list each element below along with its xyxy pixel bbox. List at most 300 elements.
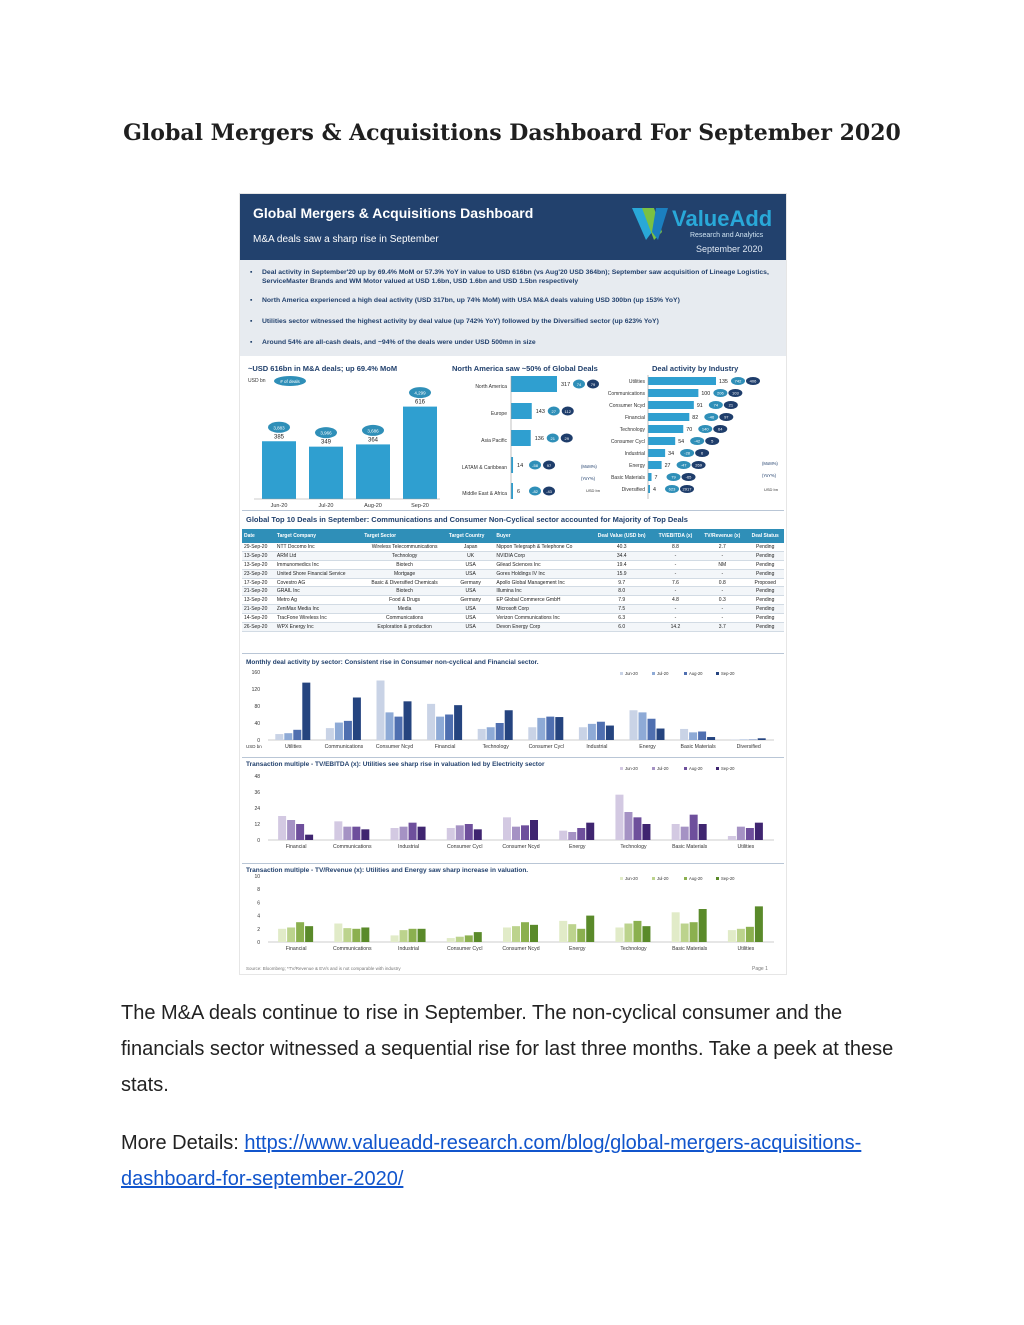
bar [445,715,453,741]
y-tick-label: 48 [254,774,260,780]
table-row [242,578,784,587]
bar [633,817,641,840]
table-row [242,560,784,569]
legend-label: Sep-20 [721,876,735,881]
bar [400,930,408,942]
legend-swatch [684,767,687,770]
bar [579,727,587,740]
table-row [242,605,784,614]
legend-label: Jun-20 [625,876,638,881]
bar [698,732,706,741]
x-tick-label: Utilities [737,946,755,952]
bar [737,827,745,840]
bar [577,929,585,942]
region-label: Middle East & Africa [462,491,507,497]
table-cell: Wireless Telecommunications [362,543,447,551]
table-cell: Technology [362,551,447,560]
unit-label: USD bn [246,744,262,749]
legend-swatch [652,877,655,880]
data-label: 364 [367,437,379,444]
table-cell: Metro Ag [275,596,362,605]
table-cell: - [653,560,698,569]
table-cell: 14.2 [653,623,698,632]
table-cell: 40.3 [591,543,653,551]
data-label: 91 [696,403,703,409]
bar [699,909,707,942]
industry-label: Energy [629,463,645,469]
bar [511,376,557,392]
table-row [242,569,784,578]
bar [530,820,538,840]
table-cell: Biotech [362,587,447,596]
table-cell: 0.8 [698,578,746,587]
bar [302,683,310,740]
region-label: LATAM & Caribbean [461,465,507,471]
table-header-row [242,529,784,543]
tick-label: Jun-20 [270,503,288,508]
table-row [242,587,784,596]
bar [395,717,403,740]
legend-label: Sep-20 [721,671,735,676]
yoy-label: 406 [749,378,757,384]
legend-swatch [684,672,687,675]
table-cell: ZeniMax Media Inc [275,605,362,614]
table-cell: Communications [362,614,447,623]
table-cell: 7.6 [653,578,698,587]
bar [447,938,455,942]
x-tick-label: Diversified [736,744,761,750]
bar [436,717,444,740]
table-row [242,596,784,605]
legend-label: Aug-20 [689,766,703,771]
data-label: 616 [414,399,426,406]
bar [648,389,698,397]
bar [746,828,754,840]
mom-label: -42 [694,438,701,444]
y-tick-label: 0 [257,940,260,946]
industry-deal-chart [592,374,786,508]
x-tick-label: Basic Materials [680,744,716,750]
bar [615,927,623,942]
bar [546,717,554,740]
table-cell: Pending [746,560,784,569]
yoy-label: 103 [732,390,739,396]
legend-label: Aug-20 [689,876,703,881]
bar [361,829,369,840]
table-cell: 6.0 [591,623,653,632]
highlight-item: ▪ Around 54% are all-cash deals, and ~94% of the deals were under USD 500mn in size [250,338,780,347]
more-details [121,1125,901,1197]
table-row [242,614,784,623]
bar [728,930,736,942]
column-header: Date [242,529,275,543]
bar [648,377,716,385]
bar [559,831,567,840]
table-cell: Exploration & production [362,623,447,632]
bar [503,927,511,942]
svg-text:Research and Analytics: Research and Analytics [690,232,764,239]
table-cell: Microsoft Corp [494,605,590,614]
tick-label: Sep-20 [411,503,429,508]
bar [577,828,585,840]
bar [293,730,301,740]
bar [262,441,296,499]
table-cell: 3.7 [698,623,746,632]
yoy-label: 29 [564,435,569,441]
table-cell: 2.7 [698,543,746,551]
y-tick-label: 160 [251,670,260,676]
bar [555,717,563,740]
table-cell: USA [447,605,494,614]
industry-label: Industrial [624,451,645,457]
data-label: 143 [535,409,545,415]
column-header: Deal Status [746,529,784,543]
yoy-label: 79 [590,381,596,387]
table-cell: Japan [447,543,494,551]
table-cell: Pending [746,596,784,605]
table-cell: WPX Energy Inc [275,623,362,632]
column-header: Target Company [275,529,362,543]
column-header: Target Sector [362,529,447,543]
bar [335,723,343,740]
table-cell: Food & Drugs [362,596,447,605]
column-header: TV/EBITDA (x) [653,529,698,543]
bar [278,929,286,942]
industry-label: Communications [607,391,645,397]
data-label: 135 [719,379,728,385]
x-tick-label: Consumer Ncyd [502,844,540,850]
bar [456,825,464,840]
table-cell: 21-Sep-20 [242,587,275,596]
table-cell: Biotech [362,560,447,569]
data-label: 82 [692,415,699,421]
table-cell: - [653,587,698,596]
yoy-label: 112 [564,408,571,414]
tv-revenue-chart [242,864,784,964]
region-label: North America [475,384,507,390]
y-tick-label: 2 [257,926,260,933]
bar [386,712,394,740]
yoy-label: -43 [546,488,552,494]
table-row [242,543,784,551]
table-cell: Gilead Sciences Inc [494,560,590,569]
monthly-sector-chart [242,656,784,756]
industry-label: Consumer Ncyd [609,403,645,409]
dashboard-image [240,194,786,974]
yoy-label: 21 [728,402,734,408]
bar [511,403,532,419]
table-cell: 9.7 [591,578,653,587]
mom-label: 623 [668,486,676,492]
bar [672,824,680,840]
bar [465,935,473,942]
legend-swatch [620,672,623,675]
top10-heading: Global Top 10 Deals in September: Communications and Consumer Non-Cyclical sector accounted for Majority of Top Deals [246,515,688,524]
bar [633,921,641,942]
table-cell: - [653,614,698,623]
table-cell: Nippon Telegraph & Telephone Co [494,543,590,551]
bar [586,916,594,942]
region-label: Asia Pacific [481,438,507,444]
bar [648,485,650,493]
mom-label: 21 [550,435,555,441]
mom-label: 206 [717,390,724,396]
table-cell: Pending [746,551,784,560]
bar [343,928,351,942]
table-cell: NM [698,560,746,569]
column-header: Buyer [494,529,590,543]
table-cell: 17-Sep-20 [242,578,275,587]
table-cell: NVIDIA Corp [494,551,590,560]
table-cell: Basic & Diversified Chemicals [362,578,447,587]
x-tick-label: Consumer Cycl [447,946,483,952]
tick-label: Aug-20 [364,503,382,508]
bar [456,937,464,942]
x-tick-label: Industrial [586,744,608,750]
table-cell: Immunomedics Inc [275,560,362,569]
yoy-label: 6 [701,450,704,456]
deals-label: 4,299 [414,390,426,396]
x-tick-label: Technology [620,946,647,952]
x-tick-label: Industrial [398,946,420,952]
x-tick-label: Utilities [737,844,755,850]
table-cell: Pending [746,569,784,578]
industry-label: Technology [619,427,645,433]
legend-swatch [652,672,655,675]
article-link[interactable]: https://www.valueadd-research.com/blog/global-mergers-acquisitions-dashboard-for-september-2020/ [121,1132,862,1190]
bar [309,447,343,499]
bar [496,723,504,740]
deals-label: 3,966 [320,430,332,436]
y-tick-label: 24 [254,806,260,812]
yoy-label: 97 [546,462,552,468]
bar [474,829,482,840]
bar [343,827,351,840]
mom-label: 74 [576,381,582,387]
yoy-label: -65 [685,474,692,480]
bar [588,724,596,740]
data-label: 349 [320,439,332,446]
x-tick-label: Consumer Ncyd [502,946,540,952]
x-tick-label: Technology [620,844,647,850]
data-label: 34 [668,451,675,457]
bar [352,929,360,942]
table-cell: - [698,587,746,596]
industry-label: Utilities [628,379,645,385]
y-tick-label: 120 [251,687,260,693]
x-tick-label: Basic Materials [672,946,708,952]
highlight-item: ▪ Deal activity in September'20 up by 69.4% MoM or 57.3% YoY in value to USD 616bn (vs Aug'20 USD 364bn); September saw acquisition of Lineage Logistics, ServiceMaster Brands and WM Motor valued at USD 1.6bn, USD 1.6bn and USD 1.5bn respectively [250,268,780,286]
table-cell: Pending [746,614,784,623]
data-label: 385 [273,434,285,441]
page-number: Page 1 [752,966,768,972]
mom-label: -47 [680,462,687,468]
bar [334,821,342,840]
y-tick-label: 12 [254,822,260,828]
table-cell: Gores Holdings IV Inc [494,569,590,578]
bar [487,727,495,740]
x-tick-label: Basic Materials [672,844,708,850]
bar [511,457,513,473]
bar [474,932,482,942]
y-tick-label: 0 [257,738,260,744]
bar [699,824,707,840]
bar [689,732,697,740]
highlight-item: ▪ North America experienced a high deal activity (USD 317bn, up 74% MoM) with USA M&A deals valuing USD 300bn (up 153% YoY) [250,296,780,305]
bar [648,473,652,481]
key-highlights [240,260,786,356]
bar [296,922,304,942]
bar [361,927,369,942]
table-cell: USA [447,614,494,623]
bar [275,734,283,740]
bar [642,824,650,840]
bar [648,437,675,445]
bar [568,832,576,840]
yoy-legend: (YoY%) [581,476,596,481]
table-cell: Germany [447,596,494,605]
legend-swatch [684,877,687,880]
bar [648,461,662,469]
bar [624,812,632,840]
y-tick-label: 4 [257,913,260,920]
x-tick-label: Industrial [398,844,420,850]
bar [404,701,412,740]
data-label: 317 [561,382,571,388]
bar [418,929,426,942]
bar [657,729,665,740]
unit-label: USD bn [764,487,779,492]
yoy-label: 5 [711,438,714,444]
legend-swatch [620,767,623,770]
yoy-legend: (YoY%) [762,473,777,478]
bar [353,698,361,741]
table-cell: 29-Sep-20 [242,543,275,551]
bar [418,827,426,840]
bar [287,927,295,942]
legend-label: Jul-20 [657,671,669,676]
bar [465,824,473,840]
legend-label: Jul-20 [657,766,669,771]
x-tick-label: Financial [285,844,307,850]
yoy-label: 97 [724,414,729,420]
table-cell: Pending [746,587,784,596]
mom-label: 140 [701,426,709,432]
bar [672,912,680,942]
highlight-item: ▪ Utilities sector witnessed the highest activity by deal value (up 742% YoY) followed by the Diversified sector (up 623% YoY) [250,317,780,326]
bar [559,921,567,942]
table-cell: - [653,605,698,614]
bar [615,795,623,840]
bar [597,722,605,740]
table-cell: Verizon Communications Inc [494,614,590,623]
table-cell: - [653,569,698,578]
table-cell: 0.3 [698,596,746,605]
legend-swatch [652,767,655,770]
bar [356,444,390,499]
bar [521,922,529,942]
bar [648,449,665,457]
table-cell: Covestro AG [275,578,362,587]
monthly-deal-chart [244,374,444,508]
x-tick-label: Consumer Cycl [528,744,565,750]
industry-label: Financial [624,415,645,421]
bar [586,823,594,840]
x-tick-label: Financial [285,946,307,952]
column-header: TV/Revenue (x) [698,529,746,543]
x-tick-label: Energy [569,844,586,850]
bar [352,827,360,840]
table-cell: - [698,551,746,560]
table-cell: Pending [746,543,784,551]
bar [344,721,352,740]
bar [409,823,417,840]
bar [624,924,632,942]
deals-label: 3,686 [367,428,379,434]
mom-label: -28 [684,450,691,456]
yoy-label: 64 [718,426,723,432]
bar [326,728,334,740]
mom-label: -46 [708,414,715,420]
svg-text:ValueAdd: ValueAdd [672,206,773,231]
monthly-heading: ~USD 616bn in M&A deals; up 69.4% MoM [248,364,398,373]
chart-title: Transaction multiple - TV/EBITDA (x): Utilities see sharp rise in valuation led by Electricity sector [246,761,545,768]
summary-paragraph: The M&A deals continue to rise in September. The non-cyclical consumer and the financials sector witnessed a sequential rise for last three months. Take a peek at these stats. [121,1002,894,1096]
x-tick-label: Technology [482,744,509,750]
bar [400,827,408,840]
table-cell: USA [447,623,494,632]
bar [737,929,745,942]
mom-legend: (MoM%) [581,464,597,469]
more-details-label: More Details: [121,1132,245,1154]
bar [409,929,417,942]
table-cell: Germany [447,578,494,587]
bar [305,926,313,942]
table-cell: 26-Sep-20 [242,623,275,632]
table-cell: United Shore Financial Service [275,569,362,578]
bar [391,935,399,942]
table-cell: 7.5 [591,605,653,614]
y-tick-label: 10 [254,874,260,880]
table-cell: ARM Ltd [275,551,362,560]
tv-ebitda-chart [242,758,784,862]
x-tick-label: Energy [569,946,586,952]
bar [642,926,650,942]
table-cell: - [698,614,746,623]
data-label: 6 [517,489,521,495]
table-cell: Proposed [746,578,784,587]
bar [287,820,295,840]
region-deal-chart [440,374,616,508]
y-tick-label: 8 [257,887,260,894]
legend-label: Sep-20 [721,766,735,771]
bar [639,712,647,740]
industry-label: Basic Materials [611,475,645,481]
column-header: Target Country [447,529,494,543]
bar [296,824,304,840]
table-cell: NTT Docomo Inc [275,543,362,551]
bar [278,816,286,840]
y-tick-label: 36 [254,790,260,796]
data-label: 100 [701,391,711,397]
bar [648,719,656,740]
table-cell: 4.8 [653,596,698,605]
table-cell: Pending [746,623,784,632]
yoy-label: 2917 [682,486,692,492]
bar [707,737,715,740]
table-cell: 14-Sep-20 [242,614,275,623]
bar [505,710,513,740]
